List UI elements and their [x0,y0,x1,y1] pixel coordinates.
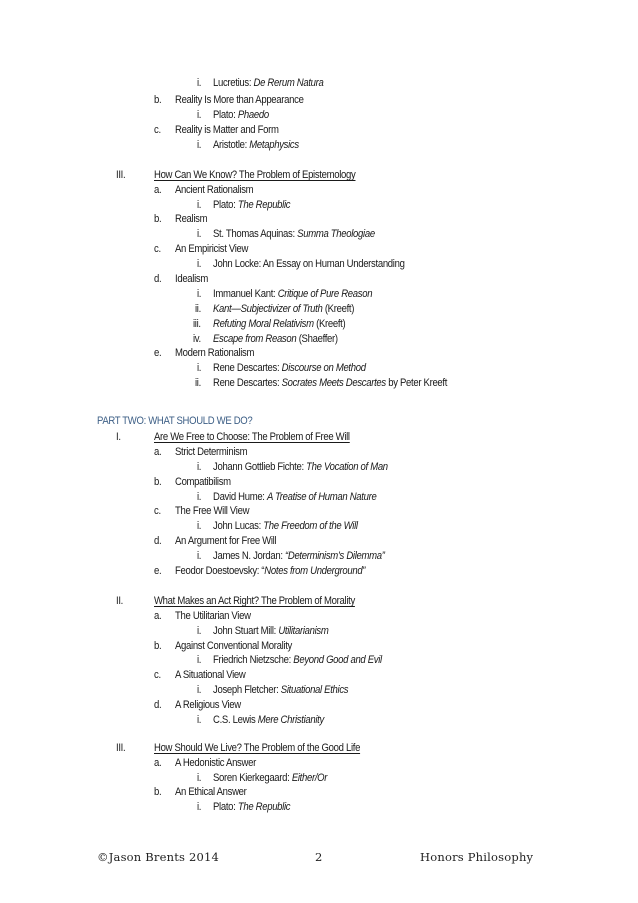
outline-number: e. [154,565,162,577]
outline-item: Rene Descartes: Discourse on Method [213,362,366,374]
outline-item: Rene Descartes: Socrates Meets Descartes by Peter Kreeft [213,377,448,389]
outline-number: i. [197,228,202,240]
outline-item: The Free Will View [175,505,250,517]
outline-number: i. [197,288,202,300]
outline-number: c. [154,243,161,255]
outline-section-number: I. [116,431,121,443]
outline-section-heading: What Makes an Act Right? The Problem of Morality [154,595,355,607]
outline-item: Refuting Moral Relativism (Kreeft) [213,318,346,330]
outline-section-heading: How Can We Know? The Problem of Epistemology [154,169,356,181]
outline-item: A Hedonistic Answer [175,757,256,769]
outline-number: ii. [195,377,201,389]
outline-item: Johann Gottlieb Fichte: The Vocation of Man [213,461,388,473]
outline-section-number: III. [116,169,126,181]
outline-item: Strict Determinism [175,446,248,458]
part-heading: PART TWO: WHAT SHOULD WE DO? [97,415,253,427]
outline-number: a. [154,184,162,196]
outline-number: i. [197,258,202,270]
outline-item: An Argument for Free Will [175,535,277,547]
outline-number: b. [154,786,162,798]
outline-number: b. [154,476,162,488]
outline-item: Friedrich Nietzsche: Beyond Good and Evil [213,654,382,666]
outline-item: Ancient Rationalism [175,184,254,196]
outline-item: Plato: The Republic [213,199,291,211]
outline-item: James N. Jordan: “Determinism’s Dilemma” [213,550,385,562]
outline-item: An Ethical Answer [175,786,247,798]
outline-number: ii. [195,303,201,315]
outline-number: b. [154,213,162,225]
outline-number: i. [197,772,202,784]
outline-item: Immanuel Kant: Critique of Pure Reason [213,288,373,300]
footer-page-number: 2 [315,850,323,864]
outline-item: David Hume: A Treatise of Human Nature [213,491,377,503]
outline-item: John Locke: An Essay on Human Understanding [213,258,405,270]
outline-number: i. [197,625,202,637]
footer-copyright: ©Jason Brents 2014 [97,850,220,864]
outline-section-heading: Are We Free to Choose: The Problem of Free Will [154,431,350,443]
outline-item: Plato: Phaedo [213,109,269,121]
outline-number: i. [197,461,202,473]
outline-item: Idealism [175,273,208,285]
outline-item: Joseph Fletcher: Situational Ethics [213,684,349,696]
outline-number: iv. [193,333,201,345]
outline-section-heading: How Should We Live? The Problem of the Good Life [154,742,361,754]
outline-number: i. [197,199,202,211]
outline-item: An Empiricist View [175,243,249,255]
outline-item: A Situational View [175,669,246,681]
outline-number: c. [154,505,161,517]
outline-number: e. [154,347,162,359]
outline-number: a. [154,757,162,769]
outline-item: Soren Kierkegaard: Either/Or [213,772,328,784]
outline-number: i. [197,550,202,562]
outline-number: a. [154,610,162,622]
outline-number: b. [154,640,162,652]
outline-number: d. [154,535,162,547]
outline-number: c. [154,124,161,136]
outline-number: i. [197,684,202,696]
outline-number: i. [197,77,202,89]
outline-item: C.S. Lewis Mere Christianity [213,714,324,726]
outline-number: i. [197,491,202,503]
outline-item: Feodor Doestoevsky: “Notes from Underground” [175,565,366,577]
outline-item: Lucretius: De Rerum Natura [213,77,324,89]
outline-number: d. [154,273,162,285]
outline-item: A Religious View [175,699,241,711]
outline-item: Reality is Matter and Form [175,124,279,136]
outline-number: i. [197,109,202,121]
outline-item: Realism [175,213,208,225]
outline-item: Reality Is More than Appearance [175,94,304,106]
outline-number: d. [154,699,162,711]
outline-item: John Stuart Mill: Utilitarianism [213,625,329,637]
outline-number: b. [154,94,162,106]
outline-number: i. [197,714,202,726]
outline-number: iii. [193,318,201,330]
outline-item: St. Thomas Aquinas: Summa Theologiae [213,228,375,240]
outline-item: Escape from Reason (Shaeffer) [213,333,338,345]
outline-number: i. [197,801,202,813]
outline-item: The Utilitarian View [175,610,251,622]
outline-section-number: II. [116,595,124,607]
outline-number: i. [197,362,202,374]
outline-item: Kant—Subjectivizer of Truth (Kreeft) [213,303,355,315]
outline-section-number: III. [116,742,126,754]
outline-item: John Lucas: The Freedom of the Will [213,520,358,532]
outline-item: Modern Rationalism [175,347,255,359]
outline-item: Plato: The Republic [213,801,291,813]
outline-item: Aristotle: Metaphysics [213,139,299,151]
outline-number: c. [154,669,161,681]
outline-item: Against Conventional Morality [175,640,292,652]
outline-number: i. [197,654,202,666]
outline-number: i. [197,139,202,151]
outline-number: i. [197,520,202,532]
outline-item: Compatibilism [175,476,231,488]
footer-course-title: Honors Philosophy [420,850,534,864]
outline-number: a. [154,446,162,458]
